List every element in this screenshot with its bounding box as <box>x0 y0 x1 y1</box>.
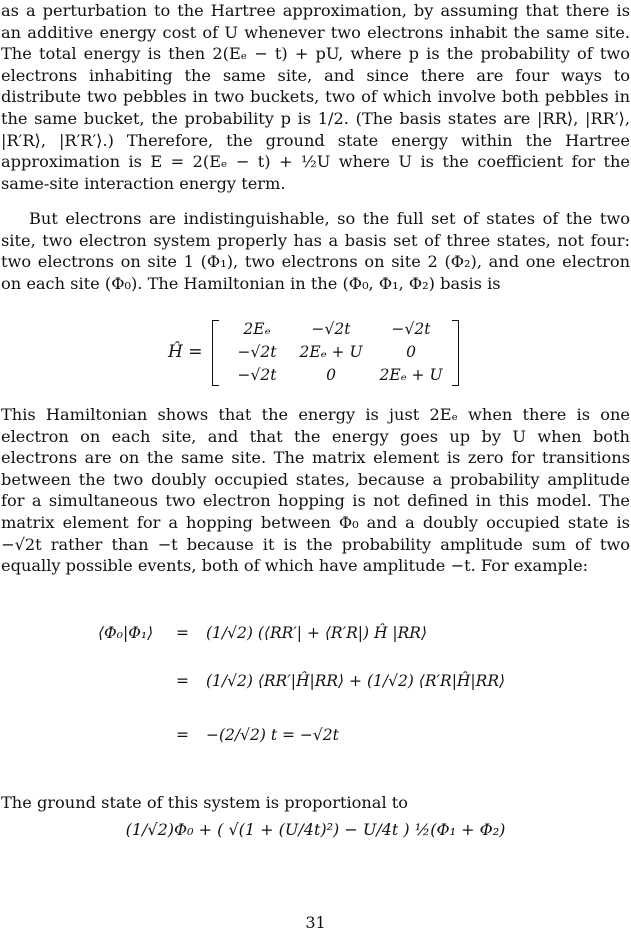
paragraph-hamiltonian-explanation: This Hamiltonian shows that the energy is just 2Eₑ when there is one electron on each site, and that the energy goes up by U when both electrons are on the same site. The matrix element is zero for transitions between the two doubly occupied states, because a probability amplitude for a simultaneous two electron hopping is not defined in this model. The matrix element for a hopping between Φ₀ and a doubly occupied state is −√2t rather than −t because it is the probability amplitude sum of two equally possible events, both of which have amplitude −t. For example: <box>1 405 630 576</box>
derivation-step-2: (1/√2) ⟨RR′|Ĥ|RR⟩ + (1/√2) ⟨R′R|Ĥ|RR⟩ <box>206 672 506 690</box>
derivation-lhs: ⟨Φ₀|Φ₁⟩ <box>98 624 154 642</box>
matrix-cell: 2Eₑ <box>243 320 271 338</box>
matrix-lhs: Ĥ = <box>168 342 203 362</box>
hamiltonian-matrix <box>0 318 631 390</box>
page-number: 31 <box>305 913 326 932</box>
derivation-equals: = <box>176 624 189 642</box>
derivation-equals: = <box>176 672 189 690</box>
matrix-element-derivation <box>0 616 631 766</box>
derivation-step-1: (1/√2) (⟨RR′| + ⟨R′R|) Ĥ |RR⟩ <box>206 624 428 642</box>
paragraph-hartree-perturbation: as a perturbation to the Hartree approximation, by assuming that there is an additive energy cost of U whenever two electrons inhabit the same site. The total energy is then 2(Eₑ − t) + pU, where p is the probability of two electrons inhabiting the same site, and since there are four ways to distribute two pebbles in two buckets, two of which involve both pebbles in the same bucket, the probability p is 1/2. (The basis states are |RR⟩, |RR′⟩, |R′R⟩, |R′R′⟩.) Therefore, the ground state energy within the Hartree approximation is E = 2(Eₑ − t) + ½U where U is the coefficient for the same-site interaction energy term. <box>1 1 630 193</box>
paragraph-indistinguishable-electrons: But electrons are indistinguishable, so the full set of states of the two site, two electron system properly has a basis set of three states, not four: two electrons on site 1 (Φ₁), two electrons on site 2 (Φ₂), and one electron on each site (Φ₀). The Hamiltonian in the (Φ₀, Φ₁, Φ₂) basis is <box>1 209 630 293</box>
matrix-cell: 0 <box>406 343 416 361</box>
matrix-cell: 2Eₑ + U <box>379 366 443 384</box>
matrix-cell: 2Eₑ + U <box>299 343 363 361</box>
matrix-cell: −√2t <box>237 343 277 361</box>
matrix-cell: 0 <box>326 366 336 384</box>
ground-state-equation: (1/√2)Φ₀ + ( √(1 + (U/4t)²) − U/4t ) ½(Φ₁ + Φ₂) <box>125 820 506 839</box>
derivation-step-3: −(2/√2) t = −√2t <box>206 726 339 744</box>
matrix-cell: −√2t <box>391 320 431 338</box>
derivation-equals: = <box>176 726 189 744</box>
matrix-cell: −√2t <box>311 320 351 338</box>
matrix-cell: −√2t <box>237 366 277 384</box>
paragraph-ground-state-intro: The ground state of this system is proportional to <box>1 793 409 812</box>
